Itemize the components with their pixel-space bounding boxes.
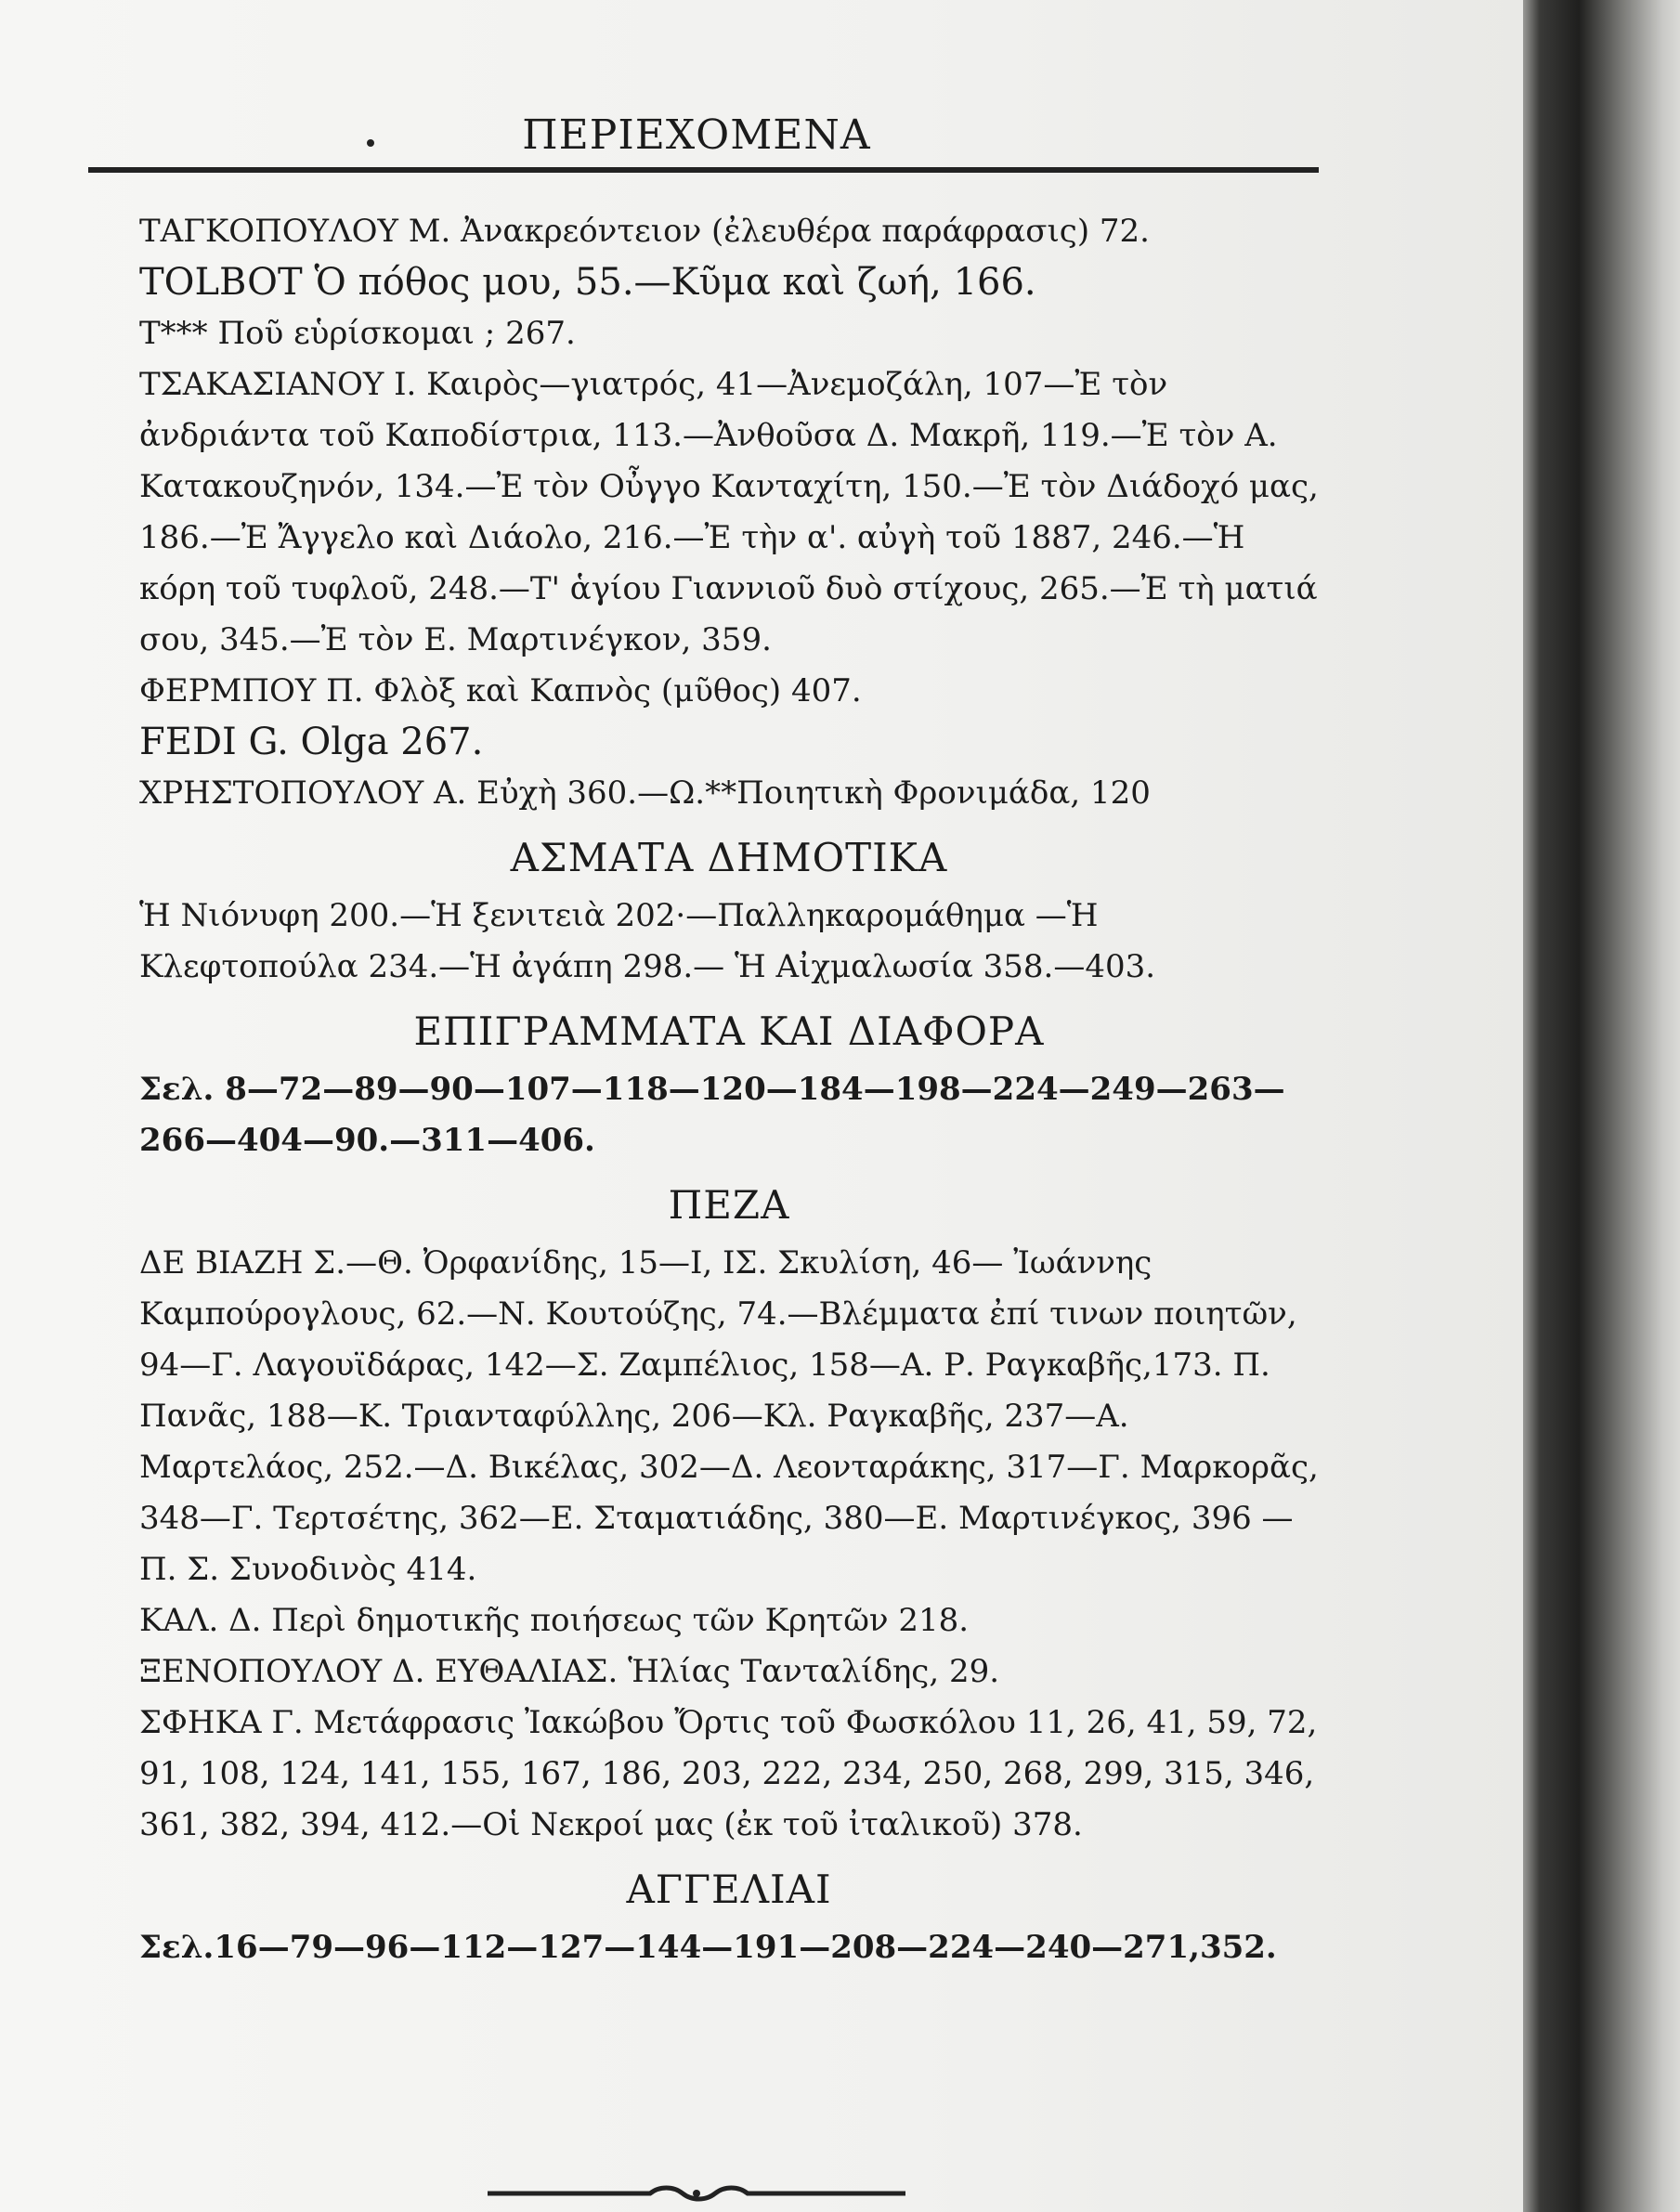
entry-christopoulou: ΧΡΗΣΤΟΠΟΥΛΟΥ Α. Εὐχὴ 360.—Ω.**Ποιητικὴ Φρονιμάδα, 120 xyxy=(139,774,1151,812)
peza-entry-sfhka: ΣΦΗΚΑ Γ. Μετάφρασις Ἰακώβου Ὄρτις τοῦ Φωσκόλου 11, 26, 41, 59, 72, 91, 108, 124, 141, 155, 167, 186, 203, 222, 234, 250, 268, 299, 315, 346, 361, 382, 394, 412.—Οἱ Νεκροί μας (ἐκ τοῦ ἰταλικοῦ) 378. xyxy=(139,1704,1318,1843)
contents-body xyxy=(139,206,1319,1973)
section-title-peza: ΠΕΖΑ xyxy=(668,1182,790,1228)
entry-tsakasianou: ΤΣΑΚΑΣΙΑΝΟΥ Ι. Καιρὸς—γιατρός, 41—Ἀνεμοζάλη, 107—Ἐ τὸν ἀνδριάντα τοῦ Καποδίστρια, 113.—Ἀνθοῦσα Δ. Μακρῆ, 119.—Ἐ τὸν Α. Κατακουζηνόν, 134.—Ἐ τὸν Οὖγγο Κανταχίτη, 150.—Ἐ τὸν Διάδοχό μας, 186.—Ἐ Ἄγγελο καὶ Διάολο, 216.—Ἐ τὴν α'. αὐγὴ τοῦ 1887, 246.—Ἡ κόρη τοῦ τυφλοῦ, 248.—Τ' ἁγίου Γιαννιοῦ δυὸ στίχους, 265.—Ἐ τὴ ματιά σου, 345.—Ἐ τὸν Ε. Μαρτινέγκον, 359. xyxy=(139,366,1319,658)
header-rule xyxy=(88,167,1319,173)
peza-entry-de-biazh: ΔΕ ΒΙΑΖΗ Σ.—Θ. Ὀρφανίδης, 15—Ι, ΙΣ. Σκυλίση, 46— Ἰωάννης Καμπούρογλους, 62.—Ν. Κουτούζης, 74.—Βλέμματα ἐπί τινων ποιητῶν, 94—Γ. Λαγουϊδάρας, 142—Σ. Ζαμπέλιος, 158—Α. Ρ. Ραγκαβῆς,173. Π. Πανᾶς, 188—Κ. Τριανταφύλλης, 206—Κλ. Ραγκαβῆς, 237—Α. Μαρτελάος, 252.—Δ. Βικέλας, 302—Δ. Λεονταράκης, 317—Γ. Μαρκορᾶς, 348—Γ. Τερτσέτης, 362—Ε. Σταματιάδης, 380—Ε. Μαρτινέγκος, 396 —Π. Σ. Συνοδινὸς 414. xyxy=(139,1244,1319,1588)
peza-entry-xenopoulou: ΞΕΝΟΠΟΥΛΟΥ Δ. ΕΥΘΑΛΙΑΣ. Ἡλίας Τανταλίδης, 29. xyxy=(139,1653,1000,1690)
entry-fedi: FEDI G. Olga 267. xyxy=(139,721,484,763)
peza-entry-kal: ΚΑΛ. Δ. Περὶ δημοτικῆς ποιήσεως τῶν Κρητῶν 218. xyxy=(139,1602,970,1639)
entry-fermpou: ΦΕΡΜΠΟΥ Π. Φλὸξ καὶ Καπνὸς (μῦθος) 407. xyxy=(139,672,862,709)
section-title-epigrammata: ΕΠΙΓΡΑΜΜΑΤΑ ΚΑΙ ΔΙΑΦΟΡΑ xyxy=(413,1008,1045,1054)
aggeliai-text: Σελ.16—79—96—112—127—144—191—208—224—240—271,352. xyxy=(139,1929,1277,1966)
page-edge-shadow xyxy=(1523,0,1680,2212)
section-title-asmata: ΑΣΜΑΤΑ ΔΗΜΟΤΙΚΑ xyxy=(510,835,948,880)
entry-tolbot: TOLBOT Ὁ πόθος μου, 55.—Κῦμα καὶ ζωή, 166. xyxy=(139,261,1036,304)
epigrammata-text: Σελ. 8—72—89—90—107—118—120—184—198—224—249—263—266—404—90.—311—406. xyxy=(139,1071,1285,1159)
footer-ornament xyxy=(483,2182,910,2203)
section-title-aggeliai: ΑΓΓΕΛΙΑΙ xyxy=(626,1867,832,1912)
page-title: ΠΕΡΙΕΧΟΜΕΝΑ xyxy=(522,111,871,159)
asmata-text: Ἡ Νιόνυφη 200.—Ἡ ξενιτειὰ 202·—Παλληκαρομάθημα —Ἡ Κλεφτοπούλα 234.—Ἡ ἀγάπη 298.— Ἡ Αἰχμαλωσία 358.—403. xyxy=(139,897,1156,985)
entry-t-asterisk: T*** Ποῦ εὑρίσκομαι ; 267. xyxy=(139,315,576,352)
entry-tagkopoulou: ΤΑΓΚΟΠΟΥΛΟΥ Μ. Ἀνακρεόντειον (ἐλευθέρα παράφρασις) 72. xyxy=(139,213,1150,250)
